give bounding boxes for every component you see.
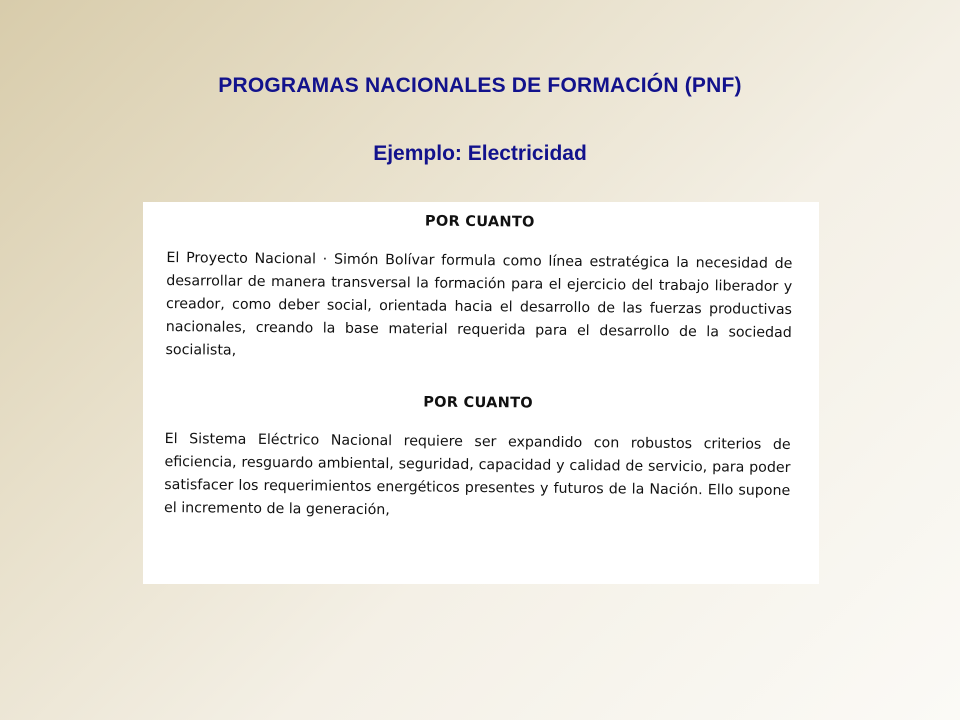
section-paragraph: El Sistema Eléctrico Nacional requiere ser expandido con robustos criterios de eficiencia, resguardo ambiental, seguridad, capacidad y calidad de servicio, para poder satisfacer los requerimientos energéticos presentes y futuros de la Nación. Ello supone el incremento de la generación, (163, 430, 791, 519)
slide-subtitle: Ejemplo: Electricidad (373, 142, 587, 165)
slide-title: PROGRAMAS NACIONALES DE FORMACIÓN (PNF) (218, 74, 742, 97)
section-paragraph: El Proyecto Nacional · Simón Bolívar formula como línea estratégica la necesidad de desarrollar de manera transversal la formación para el ejercicio del trabajo liberador y creador, como deber social, orientada hacia el desarrollo de las fuerzas productivas nacionales, creando la base material requerida para el desarrollo de la sociedad socialista, (165, 249, 793, 359)
scanned-document-image (143, 202, 819, 584)
document-content (164, 202, 793, 526)
section-heading: POR CUANTO (424, 213, 535, 231)
section-heading: POR CUANTO (423, 394, 534, 412)
